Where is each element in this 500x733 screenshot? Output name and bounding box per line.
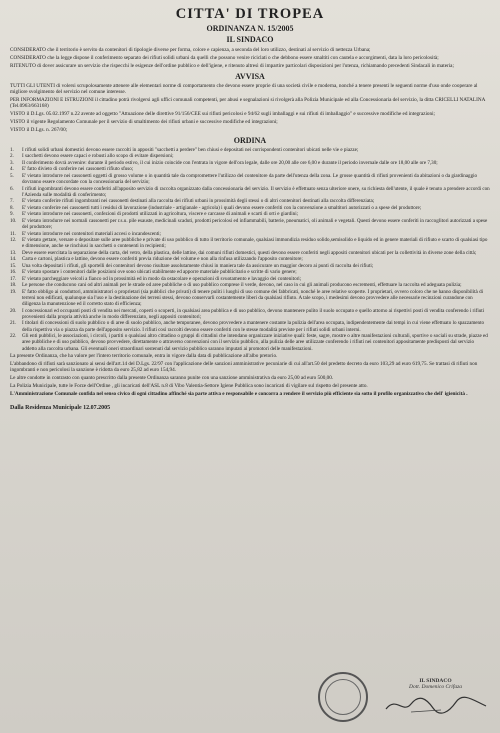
item-text: I sacchetti devono essere capaci e robusti allo scopo di evitare dispersioni; <box>22 153 174 160</box>
list-item <box>10 231 490 237</box>
preamble-paragraph: CONSIDERATO che il territorio è servito da contenitori di tipologie diverse per forma, colore e capienza, a seconda del loro utilizzo, destinati al servizio di nettezza Urbana; <box>10 47 371 53</box>
item-text: Deve essere esercitata la separazione della carta, del vetro, della plastica, delle lattine, dai comuni rifiuti domestici, questi devono essere conferiti negli appositi contenitori ubicati per la collettività in diverse zone della città; <box>22 249 477 256</box>
signature-block <box>378 678 493 718</box>
item-number: 6. <box>10 185 14 192</box>
item-number: 1. <box>10 146 14 153</box>
item-text: E' fatto obbligo ai conduttori, amministratori o proprietari (sia pubblici che privati) di tenere puliti i luoghi di uso comune dei fabbricati, nonché le aree relative scoperte. I proprietari, ovvero coloro che ne hanno disponibilità di terreni non edificati, qualunque sia l'uso e la destinazione dei terreni stessi, devono conservarli costantemente liberi da qualsiasi rifiuto. A tale scopo, i medesimi devono provvedere alle necessarie recinzioni curandone con diligenza la manutenzione ed il corretto stato di efficienza; <box>22 288 484 308</box>
item-text: E' vietato parcheggiare veicoli a fianco od in prossimità ed in modo da ostacolare e operazioni di svuotamento e lavaggio dei contenitori; <box>22 275 302 282</box>
list-item <box>10 282 490 288</box>
list-item <box>10 263 490 269</box>
item-number: 15. <box>10 262 17 269</box>
item-text: I concessionari ed occupanti posti di vendita nei mercati, coperti o scoperti, in qualsiasi area pubblica e di uso pubblico, devono mantenere pulito il suolo occupato e quello attorno ai rispettivi posti di vendita conferendo i rifiuti provenienti dalla propria attività anche in modo differenziato, negli appositi contenitori; <box>22 307 485 320</box>
list-item <box>10 308 490 320</box>
list-item <box>10 289 490 308</box>
closing-section <box>10 353 490 397</box>
avvisa-paragraph: VISTO il D.Lgs. 05.02.1997 n.22 avente ad oggetto "Attuazione delle direttive 91/156/CEE sui rifiuti pericolosi e 94/62 sugli imballaggi e sui rifiuti di imballaggio" e successive modifiche ed integrazioni; <box>10 111 435 118</box>
list-item <box>10 333 490 352</box>
avvisa-paragraph: PER INFORMAZIONI E ISTRUZIONI il cittadino potrà rivolgersi agli uffici comunali competenti, per abusi e segnalazioni si rivolgerà alla Polizia Municipale ed alla Concessionaria del servizio, la ditta CRICELLI NATALINA (Tel.0963/663168) <box>10 96 486 110</box>
item-number: 11. <box>10 230 17 237</box>
item-text: E' vietato conferire rifiuti ingombranti nei cassonetti destinati alla raccolta dei rifiuti urbani in prossimità degli stessi o di altri contenitori destinati alla raccolta differenziata; <box>22 198 375 205</box>
closing-paragraph: L'Amministrazione Comunale confida nel senso civico di ogni cittadino affinché sia parte attiva e responsabile e concorra a rendere il servizio più efficiente sia sotto il profilo organizzativo che dell' igienicità . <box>10 390 468 397</box>
preamble-paragraph: RITENUTO di dover assicurare un servizio che rispecchi le esigenze dell'ordine pubblico e dell'igiene, e ritenuto altresì di impartire particolari disposizioni per l'utenza, richiamando precedenti Sindacali in materia; <box>10 62 454 69</box>
item-number: 21. <box>10 320 17 327</box>
list-item <box>10 166 490 172</box>
item-number: 22. <box>10 333 17 340</box>
ordina-list <box>10 147 490 352</box>
mayor-heading: IL SINDACO <box>226 35 274 44</box>
item-number: 8. <box>10 204 14 211</box>
item-number: 17. <box>10 275 17 282</box>
item-number: 16. <box>10 269 17 276</box>
item-number: 13. <box>10 249 17 256</box>
signature-title: IL SINDACO <box>419 678 452 684</box>
item-number: 4. <box>10 166 14 173</box>
item-text: I titolari di concessioni di suolo pubblico o di aree di suolo pubblico, anche temporanee, devono provvedere a mantenere costante la pulizia dell'area occupata, indipendentemente dai tempi in cui viene effettuato lo spazzamento della rispettiva via o piazza da parte dell'apposito servizio. I rifiuti così raccolti devono essere conferiti con le stesse modalità previste per i rifiuti solidi urbani interni. <box>22 320 485 333</box>
item-text: E' vietato gettare, versare o depositare sulle aree pubbliche e private di uso pubblico di tutto il territorio comunale, qualsiasi immondizia residuo solido,semisolido e liquido ed in genere materiali di rifiuto e scarto di qualsiasi tipo e dimensione, anche se rinchiusi in sacchetti o contenenti in recipienti; <box>22 237 488 250</box>
item-text: E' vietato conferire nei cassonetti tutti i residui di lavorazione (industriale - artigianale - agricola) i quali devono essere conferiti con la convenzione a smaltitori autorizzati o a spese del produttore; <box>22 204 422 211</box>
list-item <box>10 198 490 204</box>
item-number: 3. <box>10 159 14 166</box>
preamble-paragraph: CONSIDERATO che la legge dispone il conferimento separato dei rifiuti solidi urbani da quelli che possono venire riciclati o che debbono essere smaltiti con cautela e accorgimenti, data la loro pericolosità; <box>10 54 439 61</box>
closing-paragraph: Le altre condotte in contrasto con quanto prescritto dalla presente Ordinanza saranno punite con una sanzione amministrativa da euro 25,00 ad euro 500,00. <box>10 375 334 382</box>
item-text: E' vietato introdurre nei normali cassonetti per r.s.u. pile esauste, medicinali scaduti, prodotti pericolosi ed infiammabili, batterie, pneumatici, oli animali e vegetali. Questi devono essere conferiti in raccoglitori autorizzati a spese del produttore; <box>22 217 488 231</box>
item-number: 2. <box>10 153 14 160</box>
list-item <box>10 218 490 230</box>
city-title: CITTA' DI TROPEA <box>175 6 325 22</box>
item-text: E' vietato introdurre nei cassonetti, confezioni di prodotti utilizzati in agricoltura, viscere e carcasse di animali e scarti di orti e giardini; <box>22 211 299 218</box>
list-item <box>10 173 490 185</box>
item-text: E' vietato spostare i contenitori dalle posizioni ove sono ubicati stabilmente ed apporre materiale pubblicitario e scritte di vario genere; <box>22 269 297 276</box>
list-item <box>10 256 490 262</box>
list-item <box>10 237 490 249</box>
item-number: 18. <box>10 282 17 289</box>
avvisa-paragraph: VISTO il vigente Regolamento Comunale per il servizio di smaltimento dei rifiuti urbani e successive modifiche ed integrazioni; <box>10 118 278 125</box>
avvisa-section <box>10 83 490 133</box>
municipal-stamp-icon <box>318 672 368 722</box>
item-number: 9. <box>10 211 14 218</box>
item-text: Carta e cartoni, plastica e lattine, devono essere conferiti previa riduzione del volume e non alla rinfusa utilizzando l'apposito contenitore; <box>22 256 303 263</box>
item-number: 10. <box>10 217 17 224</box>
stamp-inner-ring <box>325 679 361 715</box>
date-line: Dalla Residenza Municipale 12.07.2005 <box>10 404 111 411</box>
item-text: I rifiuti solidi urbani domestici devono essere raccolti in appositi "sacchetti a perdere" ben chiusi e depositati nei corrispondenti contenitori ubicati nelle vie e piazze; <box>22 146 359 153</box>
item-text: Gli enti pubblici, le associazioni, i circoli, i partiti o qualsiasi altro cittadino o gruppi di cittadini che intendano organizzare iniziative quali: feste, sagre, mostre o altre manifestazioni culturali, sportive o sociali su strade, piazze ed aree pubbliche e di uso pubblico, devono provvedere, direttamente o attraverso convenzioni con il servizio pubblico, alla pulizia delle aree utilizzate conferendo i rifiuti nei contenitori appositamente predisposti dal servizio addetto alla raccolta urbana. Gli eventuali oneri straordinari sostenuti dal servizio pubblico saranno imputati ai promotori delle manifestazioni. <box>22 333 488 352</box>
closing-paragraph: L'abbandono di rifiuti sarà sanzionato ai sensi dell'art.14 del D.Lgs. 22/97 con l'applicazione delle sanzioni amministrative pecuniarie di cui all'art.50 del predetto decreto da euro 103,29 ad euro 619,75. Se trattasi di rifiuti non ingombranti e non pericolosi la sanzione è ridotta da euro 25,82 ad euro 154,94. <box>10 361 478 374</box>
ordina-heading: ORDINA <box>233 135 267 145</box>
item-number: 12. <box>10 237 17 244</box>
closing-paragraph: La Polizia Municipale, tutte le Forze dell'Ordine , gli incaricati dell'ASL n.8 di Vibo Valentia-Settore Igiene Pubblica sono incaricati di vigilare sul rispetto del presente atto. <box>10 382 368 389</box>
preamble <box>10 47 490 69</box>
item-text: E' fatto divieto di conferire nei cassonetti rifiuto sfuso; <box>22 166 134 173</box>
closing-paragraph: La presente Ordinanza, che ha valore per l'intero territorio comunale, entra in vigore dalla data di pubblicazione all'albo pretorio. <box>10 353 278 360</box>
handwritten-signature-icon <box>381 694 491 716</box>
item-text: E' vietato introdurre nei contenitori materiali accesi o incandescenti; <box>22 230 161 237</box>
item-text: Il conferimento dovrà avvenire: durante il periodo estivo, il cui inizio coincide con l'entrata in vigore dell'ora legale, dalle ore 20,00 alle ore 6,00 e durante il periodo invernale dalle ore 18,00 alle ore 7,30; <box>22 159 438 166</box>
list-item <box>10 153 490 159</box>
item-number: 7. <box>10 198 14 205</box>
list-item <box>10 186 490 198</box>
list-item <box>10 147 490 153</box>
item-text: Le persone che conducono cani od altri animali per le strade od aree pubbliche o di uso pubblico comprese il verde, devono, nel caso in cui gli animali producono escrementi, effettuare la raccolta ed adeguata pulizia; <box>22 282 462 289</box>
signature-name: Dott. Domenico Crifaza <box>408 684 462 690</box>
avvisa-paragraph: VISTO il D.Lgs. n. 267/00; <box>10 126 68 133</box>
list-item <box>10 320 490 332</box>
item-text: E' vietato introdurre nei cassonetti oggetti di grosso volume o in quantità tale da compromettere l'utilizzo del contenitore da parte dell'utenza della zona. Le grosse quantità di rifiuti provenienti da abitazioni o da giardinaggio dovranno essere concordate con la concessionaria del servizio; <box>22 172 478 186</box>
item-text: Una volta depositati i rifiuti, gli sportelli dei contenitori devono risultare assolutamente chiusi in maniera tale da assicurare un maggior decoro ai punti di raccolta dei rifiuti; <box>22 262 374 269</box>
list-item <box>10 269 490 275</box>
ordinance-number: ORDINANZA N. 15/2005 <box>206 24 294 33</box>
avvisa-paragraph: TUTTI GLI UTENTI di volersi scrupolosamente attenere alle elementari norme di comportamento che devono essere proprie di una società civile e moderna, nonché a tenere presenti le seguenti norme d'uso onde cooperare al migliore svolgimento del servizio nel comune interesse. <box>10 82 478 96</box>
item-number: 20. <box>10 307 17 314</box>
avvisa-heading: AVVISA <box>235 71 265 81</box>
item-number: 14. <box>10 256 17 263</box>
item-text: I rifiuti ingombranti devono essere conferiti all'apposito servizio di raccolta organizzato dalla concessionaria del servizio. Il servizio è effettuato senza ulteriore onere, su richiesta dell'utente, il quale è tenuto a prendere accordi con l'Azienda sulle modalità di conferimento; <box>22 185 490 198</box>
item-number: 5. <box>10 172 14 179</box>
item-number: 19. <box>10 288 17 295</box>
list-item <box>10 211 490 217</box>
